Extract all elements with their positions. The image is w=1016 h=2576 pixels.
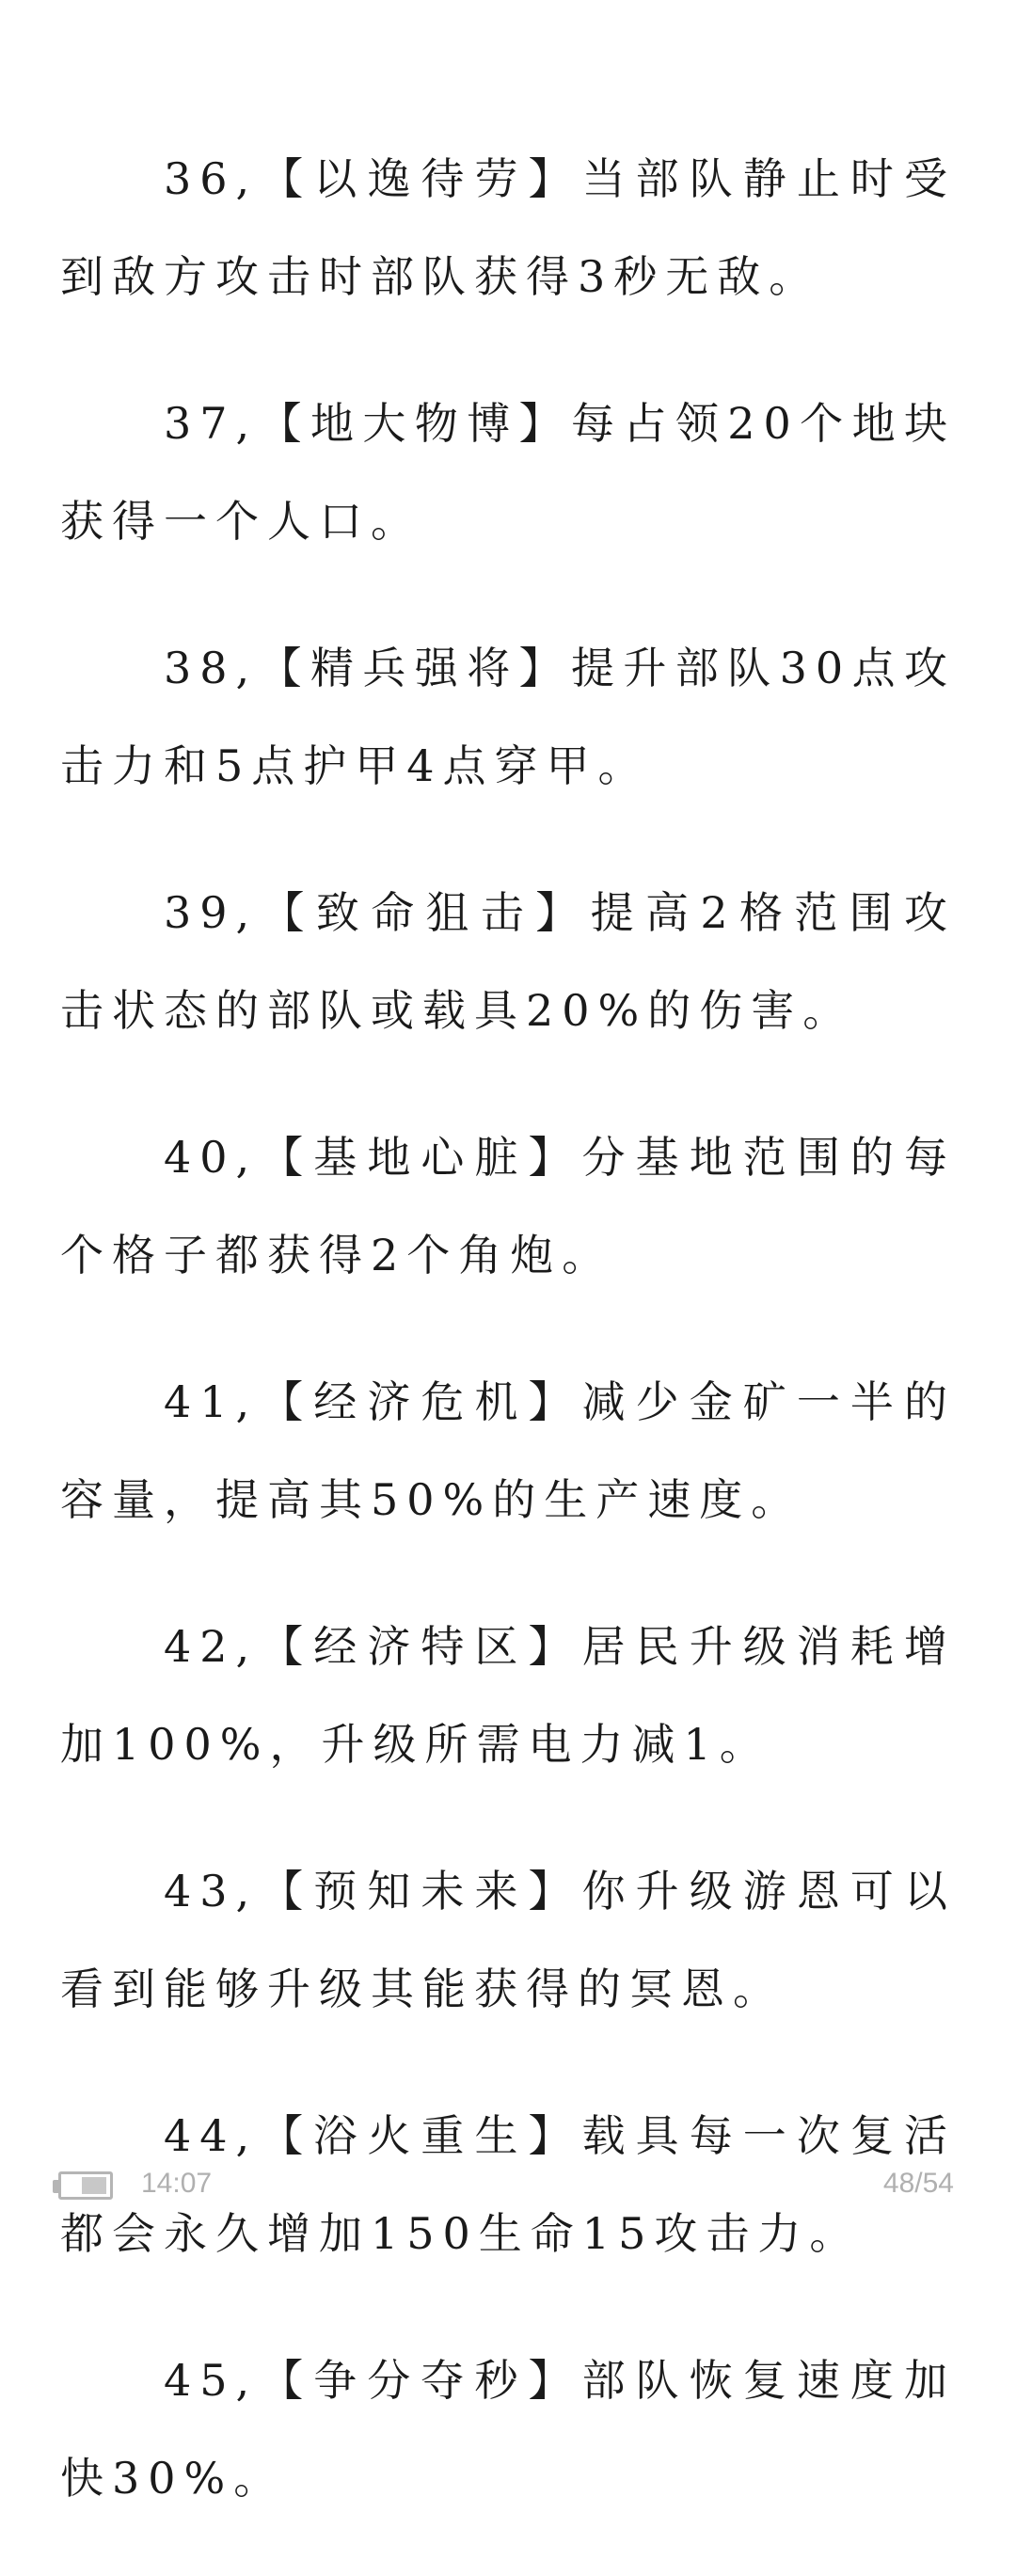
paragraph-41: 41,【经济危机】减少金矿一半的容量，提高其50%的生产速度。: [60, 1376, 956, 1525]
paragraph-40: 40,【基地心脏】分基地范围的每个格子都获得2个角炮。: [60, 1132, 956, 1280]
reader-status-bar: [0, 2160, 1016, 2217]
battery-level-fill: [82, 2177, 106, 2194]
paragraph-39: 39,【致命狙击】提高2格范围攻击状态的部队或载具20%的伤害。: [60, 887, 956, 1036]
paragraph-44: 44,【浴火重生】载具每一次复活都会永久增加150生命15攻击力。: [60, 2110, 956, 2259]
paragraph-42: 42,【经济特区】居民升级消耗增加100%，升级所需电力减1。: [60, 1621, 956, 1770]
paragraph-38: 38,【精兵强将】提升部队30点攻击力和5点护甲4点穿甲。: [60, 643, 956, 791]
paragraph-36: 36,【以逸待劳】当部队静止时受到敌方攻击时部队获得3秒无敌。: [60, 153, 956, 302]
paragraph-37: 37,【地大物博】每占领20个地块获得一个人口。: [60, 398, 956, 547]
paragraph-45: 45,【争分夺秒】部队恢复速度加快30%。: [60, 2355, 956, 2504]
page-indicator: 48/54: [882, 2168, 954, 2199]
battery-icon: [58, 2171, 113, 2200]
clock-time: 14:07: [141, 2168, 213, 2199]
paragraph-43: 43,【预知未来】你升级游恩可以看到能够升级其能获得的冥恩。: [60, 1866, 956, 2014]
